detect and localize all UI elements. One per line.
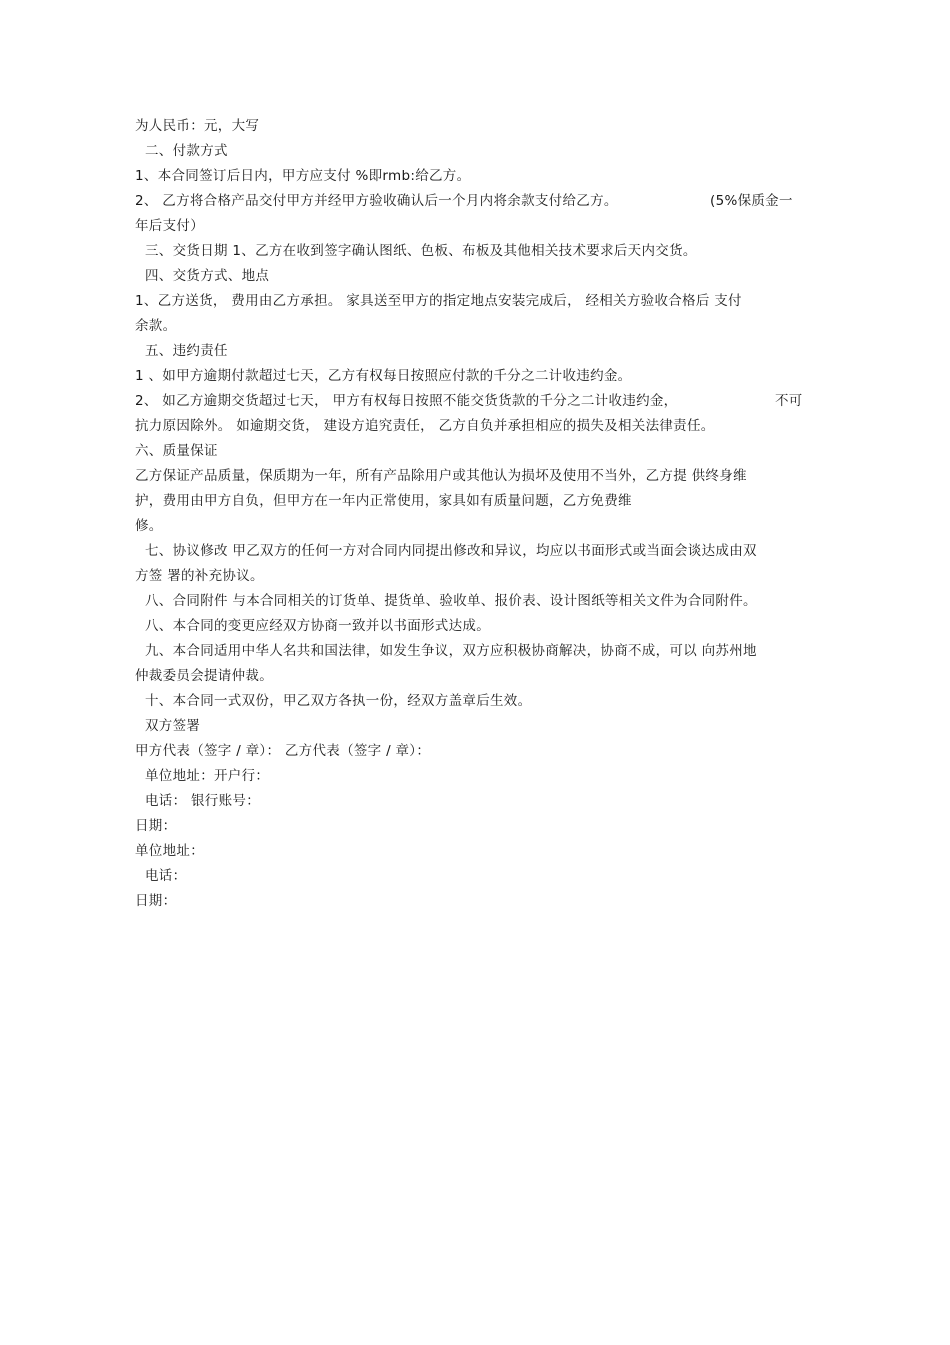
section-heading: 九、本合同适用中华人名共和国法律，如发生争议，双方应积极协商解决，协商不成，可以 向苏州地 bbox=[145, 643, 757, 659]
section-heading: 八、合同附件 与本合同相关的订货单、提货单、验收单、报价表、设计图纸等相关文件为合同附件。 bbox=[145, 593, 757, 609]
text-line: 2、 乙方将合格产品交付甲方并经甲方验收确认后一个月内将余款支付给乙方。 bbox=[135, 193, 618, 209]
text-line: 乙方保证产品质量，保质期为一年，所有产品除用户或其他认为损坏及使用不当外，乙方提 供终身维 bbox=[135, 468, 747, 484]
text-line: 方签 署的补充协议。 bbox=[135, 568, 264, 584]
section-heading: 四、交货方式、地点 bbox=[145, 268, 270, 284]
phone-line: 电话： 银行账号： bbox=[145, 793, 260, 809]
date-line: 日期： bbox=[135, 818, 177, 834]
text-line: 为人民币：元，大写 bbox=[135, 118, 260, 134]
text-line: 抗力原因除外。 如逾期交货， 建设方追究责任， 乙方自负并承担相应的损失及相关法律责任。 bbox=[135, 418, 715, 434]
signature-heading: 双方签署 bbox=[145, 718, 201, 734]
text-line: 1 、如甲方逾期付款超过七天，乙方有权每日按照应付款的千分之二计收违约金。 bbox=[135, 368, 632, 384]
section-heading: 七、协议修改 甲乙双方的任何一方对合同内同提出修改和异议，均应以书面形式或当面会谈达成由双 bbox=[145, 543, 757, 559]
section-heading: 六、质量保证 bbox=[135, 443, 218, 459]
text-line: 2、 如乙方逾期交货超过七天， 甲方有权每日按照不能交货货款的千分之二计收违约金， bbox=[135, 393, 678, 409]
text-line: (5%保质金一 bbox=[710, 193, 793, 209]
date-line: 日期： bbox=[135, 893, 177, 909]
text-line: 1、乙方送货， 费用由乙方承担。 家具送至甲方的指定地点安装完成后， 经相关方验收合格后 支付 bbox=[135, 293, 742, 309]
text-line: 年后支付） bbox=[135, 218, 204, 234]
phone-line: 电话： bbox=[145, 868, 187, 884]
section-heading: 十、本合同一式双份，甲乙双方各执一份，经双方盖章后生效。 bbox=[145, 693, 532, 709]
text-line: 余款。 bbox=[135, 318, 177, 334]
text-line: 不可 bbox=[775, 393, 803, 409]
text-line: 1、本合同签订后日内，甲方应支付 %即rmb:给乙方。 bbox=[135, 168, 471, 184]
address-line: 单位地址：开户行： bbox=[145, 768, 270, 784]
address-line: 单位地址： bbox=[135, 843, 204, 859]
section-heading: 五、违约责任 bbox=[145, 343, 228, 359]
section-heading: 八、本合同的变更应经双方协商一致并以书面形式达成。 bbox=[145, 618, 490, 634]
text-line: 仲裁委员会提请仲裁。 bbox=[135, 668, 273, 684]
section-heading: 三、交货日期 1、乙方在收到签字确认图纸、色板、布板及其他相关技术要求后天内交货。 bbox=[145, 243, 697, 259]
text-line: 护，费用由甲方自负，但甲方在一年内正常使用，家具如有质量问题，乙方免费维 bbox=[135, 493, 632, 509]
signature-line: 甲方代表（签字 / 章）： 乙方代表（签字 / 章）： bbox=[135, 743, 431, 759]
text-line: 修。 bbox=[135, 518, 163, 534]
section-heading: 二、付款方式 bbox=[145, 143, 228, 159]
